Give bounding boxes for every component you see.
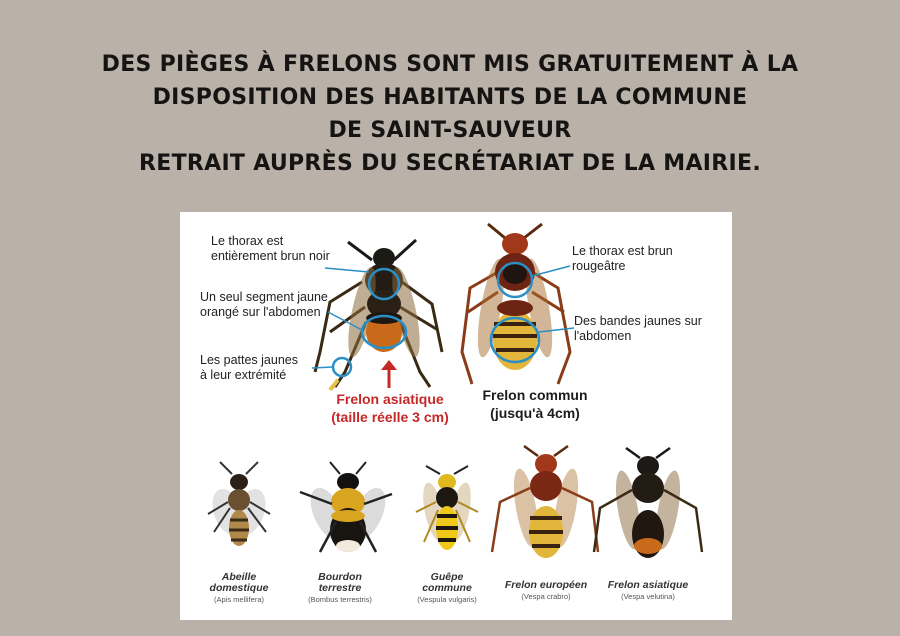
common-wasp-image: [416, 466, 478, 550]
asian-hornet-small-image: [594, 448, 702, 558]
european-hornet-image: [462, 224, 570, 384]
bumblebee-image: [300, 462, 393, 552]
headline-line-3: DE SAINT-SAUVEUR: [328, 118, 572, 143]
label-asian-segment: Un seul segment jaune orangé sur l'abdomen: [200, 290, 328, 319]
species-caption-common-wasp: Guêpe commune (Vespula vulgaris): [417, 571, 477, 604]
species-caption-european-hornet: Frelon européen (Vespa crabro): [504, 579, 588, 601]
label-asian-thorax: Le thorax est entièrement brun noir: [211, 234, 330, 263]
species-caption-bumblebee: Bourdon terrestre (Bombus terrestris): [308, 571, 372, 604]
honeybee-image: [207, 462, 272, 546]
announcement-headline: [0, 48, 900, 180]
headline-line-2: DISPOSITION DES HABITANTS DE LA COMMUNE: [152, 85, 748, 110]
headline-line-4: RETRAIT AUPRÈS DU SECRÉTARIAT DE LA MAIRIE.: [139, 151, 761, 176]
label-common-bands: Des bandes jaunes sur l'abdomen: [574, 314, 702, 343]
species-caption-asian-hornet: Frelon asiatique (Vespa velutina): [607, 579, 689, 601]
asian-hornet-title: Frelon asiatique (taille réelle 3 cm): [331, 391, 449, 425]
label-asian-legs: Les pattes jaunes à leur extrémité: [200, 353, 298, 382]
species-caption-honeybee: Abeille domestique (Apis mellifera): [209, 571, 269, 604]
label-common-thorax: Le thorax est brun rougeâtre: [572, 244, 673, 273]
headline-line-1: DES PIÈGES À FRELONS SONT MIS GRATUITEMENT À LA: [101, 52, 799, 77]
hornet-identification-infographic: [180, 212, 732, 620]
common-hornet-title: Frelon commun (jusqu'à 4cm): [482, 387, 588, 421]
european-hornet-small-image: [492, 446, 598, 558]
